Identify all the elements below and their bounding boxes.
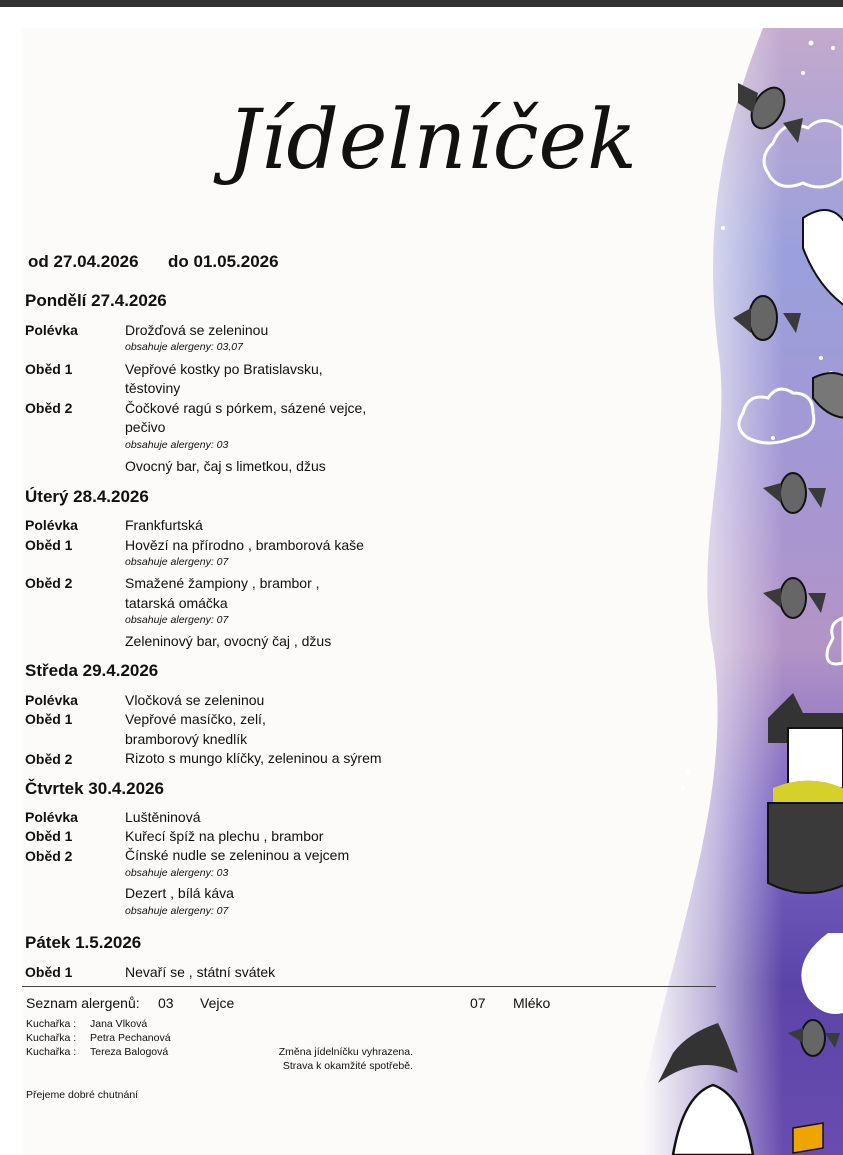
dish: Drožďová se zeleninou <box>125 322 269 338</box>
meal-label: Polévka <box>25 322 78 338</box>
dish: Rizoto s mungo klíčky, zeleninou a sýrem <box>125 750 382 766</box>
dish: Smažené žampiony , brambor , <box>125 575 320 591</box>
dish: Vepřové kostky po Bratislavsku, <box>125 361 323 377</box>
dish: Ovocný bar, čaj s limetkou, džus <box>125 458 326 474</box>
cook-name: Petra Pechanová <box>90 1032 171 1044</box>
meal-label: Polévka <box>25 692 78 708</box>
date-to: do 01.05.2026 <box>168 252 279 271</box>
date-from: od 27.04.2026 <box>28 252 139 271</box>
allergen-note: obsahuje alergeny: 07 <box>125 556 229 568</box>
divider <box>22 986 716 987</box>
dish: Kuřecí špíž na plechu , brambor <box>125 828 324 844</box>
dish: Zeleninový bar, ovocný čaj , džus <box>125 633 332 649</box>
dish: těstoviny <box>125 380 181 396</box>
meal-label: Oběd 1 <box>25 828 73 844</box>
cook-name: Tereza Balogová <box>90 1046 169 1058</box>
meal-label: Oběd 2 <box>25 575 73 591</box>
meal-label: Oběd 2 <box>25 751 73 767</box>
meal-label: Oběd 1 <box>25 711 73 727</box>
dish: pečivo <box>125 419 166 435</box>
notice-line: Strava k okamžité spotřebě. <box>282 1060 413 1072</box>
dish: bramborový knedlík <box>125 731 248 747</box>
cook-role: Kuchařka : <box>26 1046 77 1058</box>
closing-text: Přejeme dobré chutnání <box>26 1089 139 1101</box>
day-heading: Úterý 28.4.2026 <box>25 487 149 506</box>
day-heading: Středa 29.4.2026 <box>25 661 159 680</box>
top-bar <box>0 0 843 7</box>
dish: Vepřové masíčko, zelí, <box>125 711 266 727</box>
allergen-name: Vejce <box>200 995 235 1011</box>
cook-name: Jana Vlková <box>90 1018 148 1030</box>
meal-label: Oběd 2 <box>25 848 73 864</box>
day-heading: Čtvrtek 30.4.2026 <box>25 779 164 798</box>
notice-line: Změna jídelníčku vyhrazena. <box>278 1046 413 1058</box>
allergen-name: Mléko <box>513 995 551 1011</box>
allergen-list-label: Seznam alergenů: <box>26 995 140 1011</box>
dish: Hovězí na přírodno , bramborová kaše <box>125 537 364 553</box>
allergen-note: obsahuje alergeny: 03 <box>125 439 229 451</box>
meal-label: Oběd 2 <box>25 400 73 416</box>
dish: Čočkové ragú s pórkem, sázené vejce, <box>125 400 367 416</box>
allergen-note: obsahuje alergeny: 03 <box>125 867 229 879</box>
meal-label: Oběd 1 <box>25 964 73 980</box>
day-heading: Pondělí 27.4.2026 <box>25 291 167 310</box>
meal-label: Oběd 1 <box>25 361 73 377</box>
dish: tatarská omáčka <box>125 595 228 611</box>
meal-label: Polévka <box>25 517 78 533</box>
meal-label: Polévka <box>25 809 78 825</box>
allergen-code: 07 <box>470 995 486 1011</box>
allergen-note: obsahuje alergeny: 07 <box>125 905 229 917</box>
allergen-note: obsahuje alergeny: 07 <box>125 614 229 626</box>
dish: Čínské nudle se zeleninou a vejcem <box>125 847 350 863</box>
title-script <box>212 48 652 218</box>
dish: Luštěninová <box>125 809 201 825</box>
cook-role: Kuchařka : <box>26 1032 77 1044</box>
menu-page <box>22 28 843 1155</box>
allergen-note: obsahuje alergeny: 03,07 <box>125 341 243 353</box>
dish: Dezert , bílá káva <box>125 885 234 901</box>
cook-role: Kuchařka : <box>26 1018 77 1030</box>
dish: Frankfurtská <box>125 517 203 533</box>
dish: Vločková se zeleninou <box>125 692 265 708</box>
allergen-code: 03 <box>158 995 174 1011</box>
day-heading: Pátek 1.5.2026 <box>25 933 142 952</box>
svg-text:Jídelníček: Jídelníček <box>227 93 637 188</box>
dish: Nevaří se , státní svátek <box>125 964 276 980</box>
meal-label: Oběd 1 <box>25 537 73 553</box>
